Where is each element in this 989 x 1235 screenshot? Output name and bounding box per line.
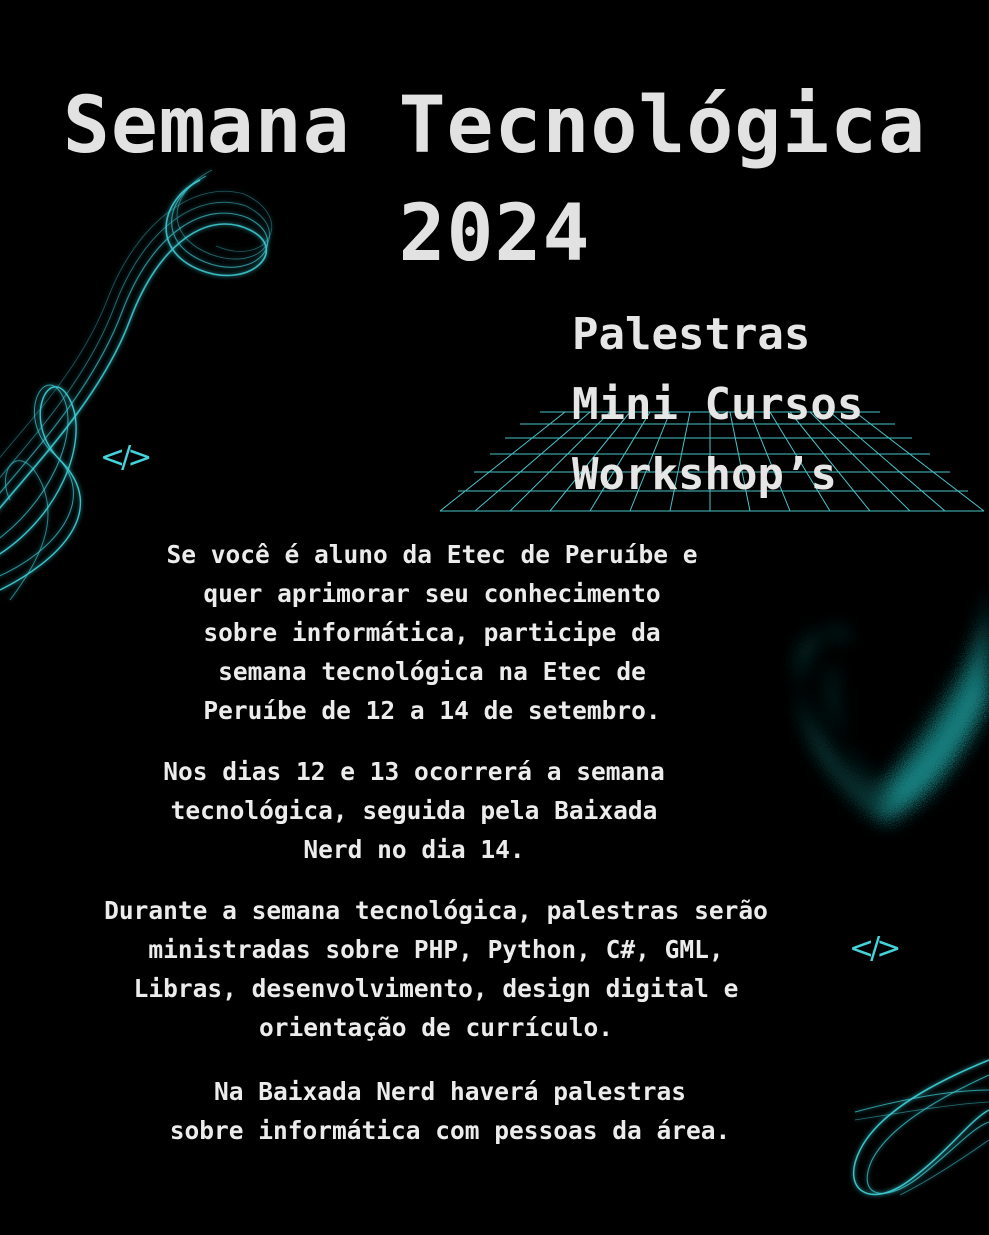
text-line: Na Baixada Nerd haverá palestras — [213, 1077, 686, 1106]
text-line: quer aprimorar seu conhecimento — [203, 579, 661, 608]
schedule-paragraph — [80, 752, 748, 869]
code-tag-icon: </> — [100, 440, 149, 475]
intro-paragraph — [100, 535, 764, 730]
poster-title-line1: Semana Tecnológica — [62, 81, 927, 171]
text-line: Nerd no dia 14. — [303, 835, 525, 864]
topic-item: Mini Cursos — [572, 379, 864, 430]
topic-item: Workshop’s — [572, 449, 837, 500]
topics-list — [572, 300, 863, 510]
text-line: ministradas sobre PHP, Python, C#, GML, — [148, 935, 724, 964]
text-line: Se você é aluno da Etec de Peruíbe e — [166, 540, 698, 569]
text-line: semana tecnológica na Etec de — [218, 657, 646, 686]
baixada-nerd-paragraph — [80, 1072, 820, 1150]
heart-spray-decoration — [799, 590, 989, 822]
code-tag-icon: </> — [849, 931, 898, 966]
text-line: Durante a semana tecnológica, palestras serão — [104, 896, 768, 925]
smoke-wave-bottom-right — [854, 1060, 989, 1195]
poster-title-year: 2024 — [398, 189, 591, 279]
text-line: Nos dias 12 e 13 ocorrerá a semana — [163, 757, 665, 786]
text-line: tecnológica, seguida pela Baixada — [170, 796, 658, 825]
topic-item: Palestras — [572, 309, 811, 360]
topics-paragraph — [30, 891, 842, 1047]
text-line: sobre informática com pessoas da área. — [169, 1116, 731, 1145]
text-line: Peruíbe de 12 a 14 de setembro. — [203, 696, 661, 725]
text-line: Libras, desenvolvimento, design digital e — [133, 974, 739, 1003]
text-line: orientação de currículo. — [258, 1013, 613, 1042]
text-line: sobre informática, participe da — [203, 618, 661, 647]
